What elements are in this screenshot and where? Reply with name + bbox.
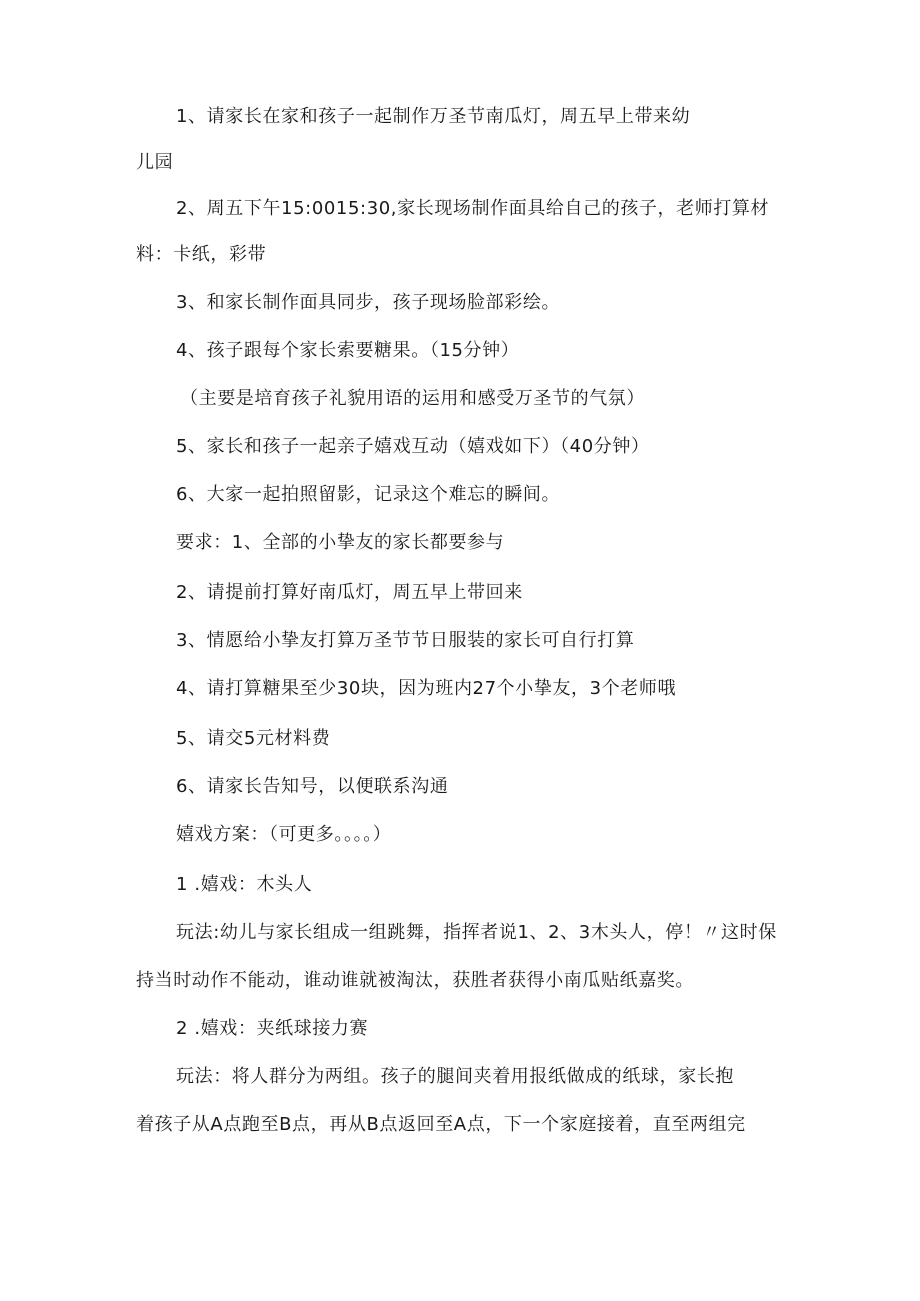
paragraph-line: 4、请打算糖果至少30块，因为班内27个小挚友，3个老师哦 xyxy=(176,678,677,699)
requirements-heading: 要求：1、全部的小挚友的家长都要参与 xyxy=(176,532,505,553)
paragraph-line: 玩法:幼儿与家长组成一组跳舞，指挥者说1、2、3木头人，停！〃这时保 xyxy=(176,922,777,943)
paragraph-line: 3、和家长制作面具同步，孩子现场脸部彩绘。 xyxy=(176,292,561,313)
paragraph-line: 4、孩子跟每个家长索要糖果。（15分钟） xyxy=(176,340,520,361)
paragraph-line: 1、请家长在家和孩子一起制作万圣节南瓜灯，周五早上带来幼 xyxy=(176,106,691,127)
game-title: 2 .嬉戏：夹纸球接力赛 xyxy=(176,1018,369,1039)
paragraph-line: 持当时动作不能动，谁动谁就被淘汰，获胜者获得小南瓜贴纸嘉奖。 xyxy=(136,970,694,991)
game-plan-heading: 嬉戏方案：（可更多。。。。） xyxy=(176,824,392,845)
paragraph-line: 儿园 xyxy=(136,152,174,173)
paragraph-line: （主要是培育孩子礼貌用语的运用和感受万圣节的气氛） xyxy=(180,388,645,409)
paragraph-line: 5、请交5元材料费 xyxy=(176,728,331,749)
paragraph-line: 着孩子从A点跑至B点，再从B点返回至A点，下一个家庭接着，直至两组完 xyxy=(136,1114,746,1135)
paragraph-line: 6、大家一起拍照留影，记录这个难忘的瞬间。 xyxy=(176,484,561,505)
paragraph-line: 6、请家长告知号，以便联系沟通 xyxy=(176,776,449,797)
paragraph-line: 料：卡纸，彩带 xyxy=(136,244,267,265)
paragraph-line: 5、家长和孩子一起亲子嬉戏互动（嬉戏如下）（40分钟） xyxy=(176,436,650,457)
paragraph-line: 2、周五下午15:0015:30,家长现场制作面具给自己的孩子，老师打算材 xyxy=(176,198,770,219)
paragraph-line: 玩法：将人群分为两组。孩子的腿间夹着用报纸做成的纸球，家长抱 xyxy=(176,1066,734,1087)
game-title: 1 .嬉戏：木头人 xyxy=(176,874,313,895)
paragraph-line: 2、请提前打算好南瓜灯，周五早上带回来 xyxy=(176,582,523,603)
paragraph-line: 3、情愿给小挚友打算万圣节节日服装的家长可自行打算 xyxy=(176,630,635,651)
